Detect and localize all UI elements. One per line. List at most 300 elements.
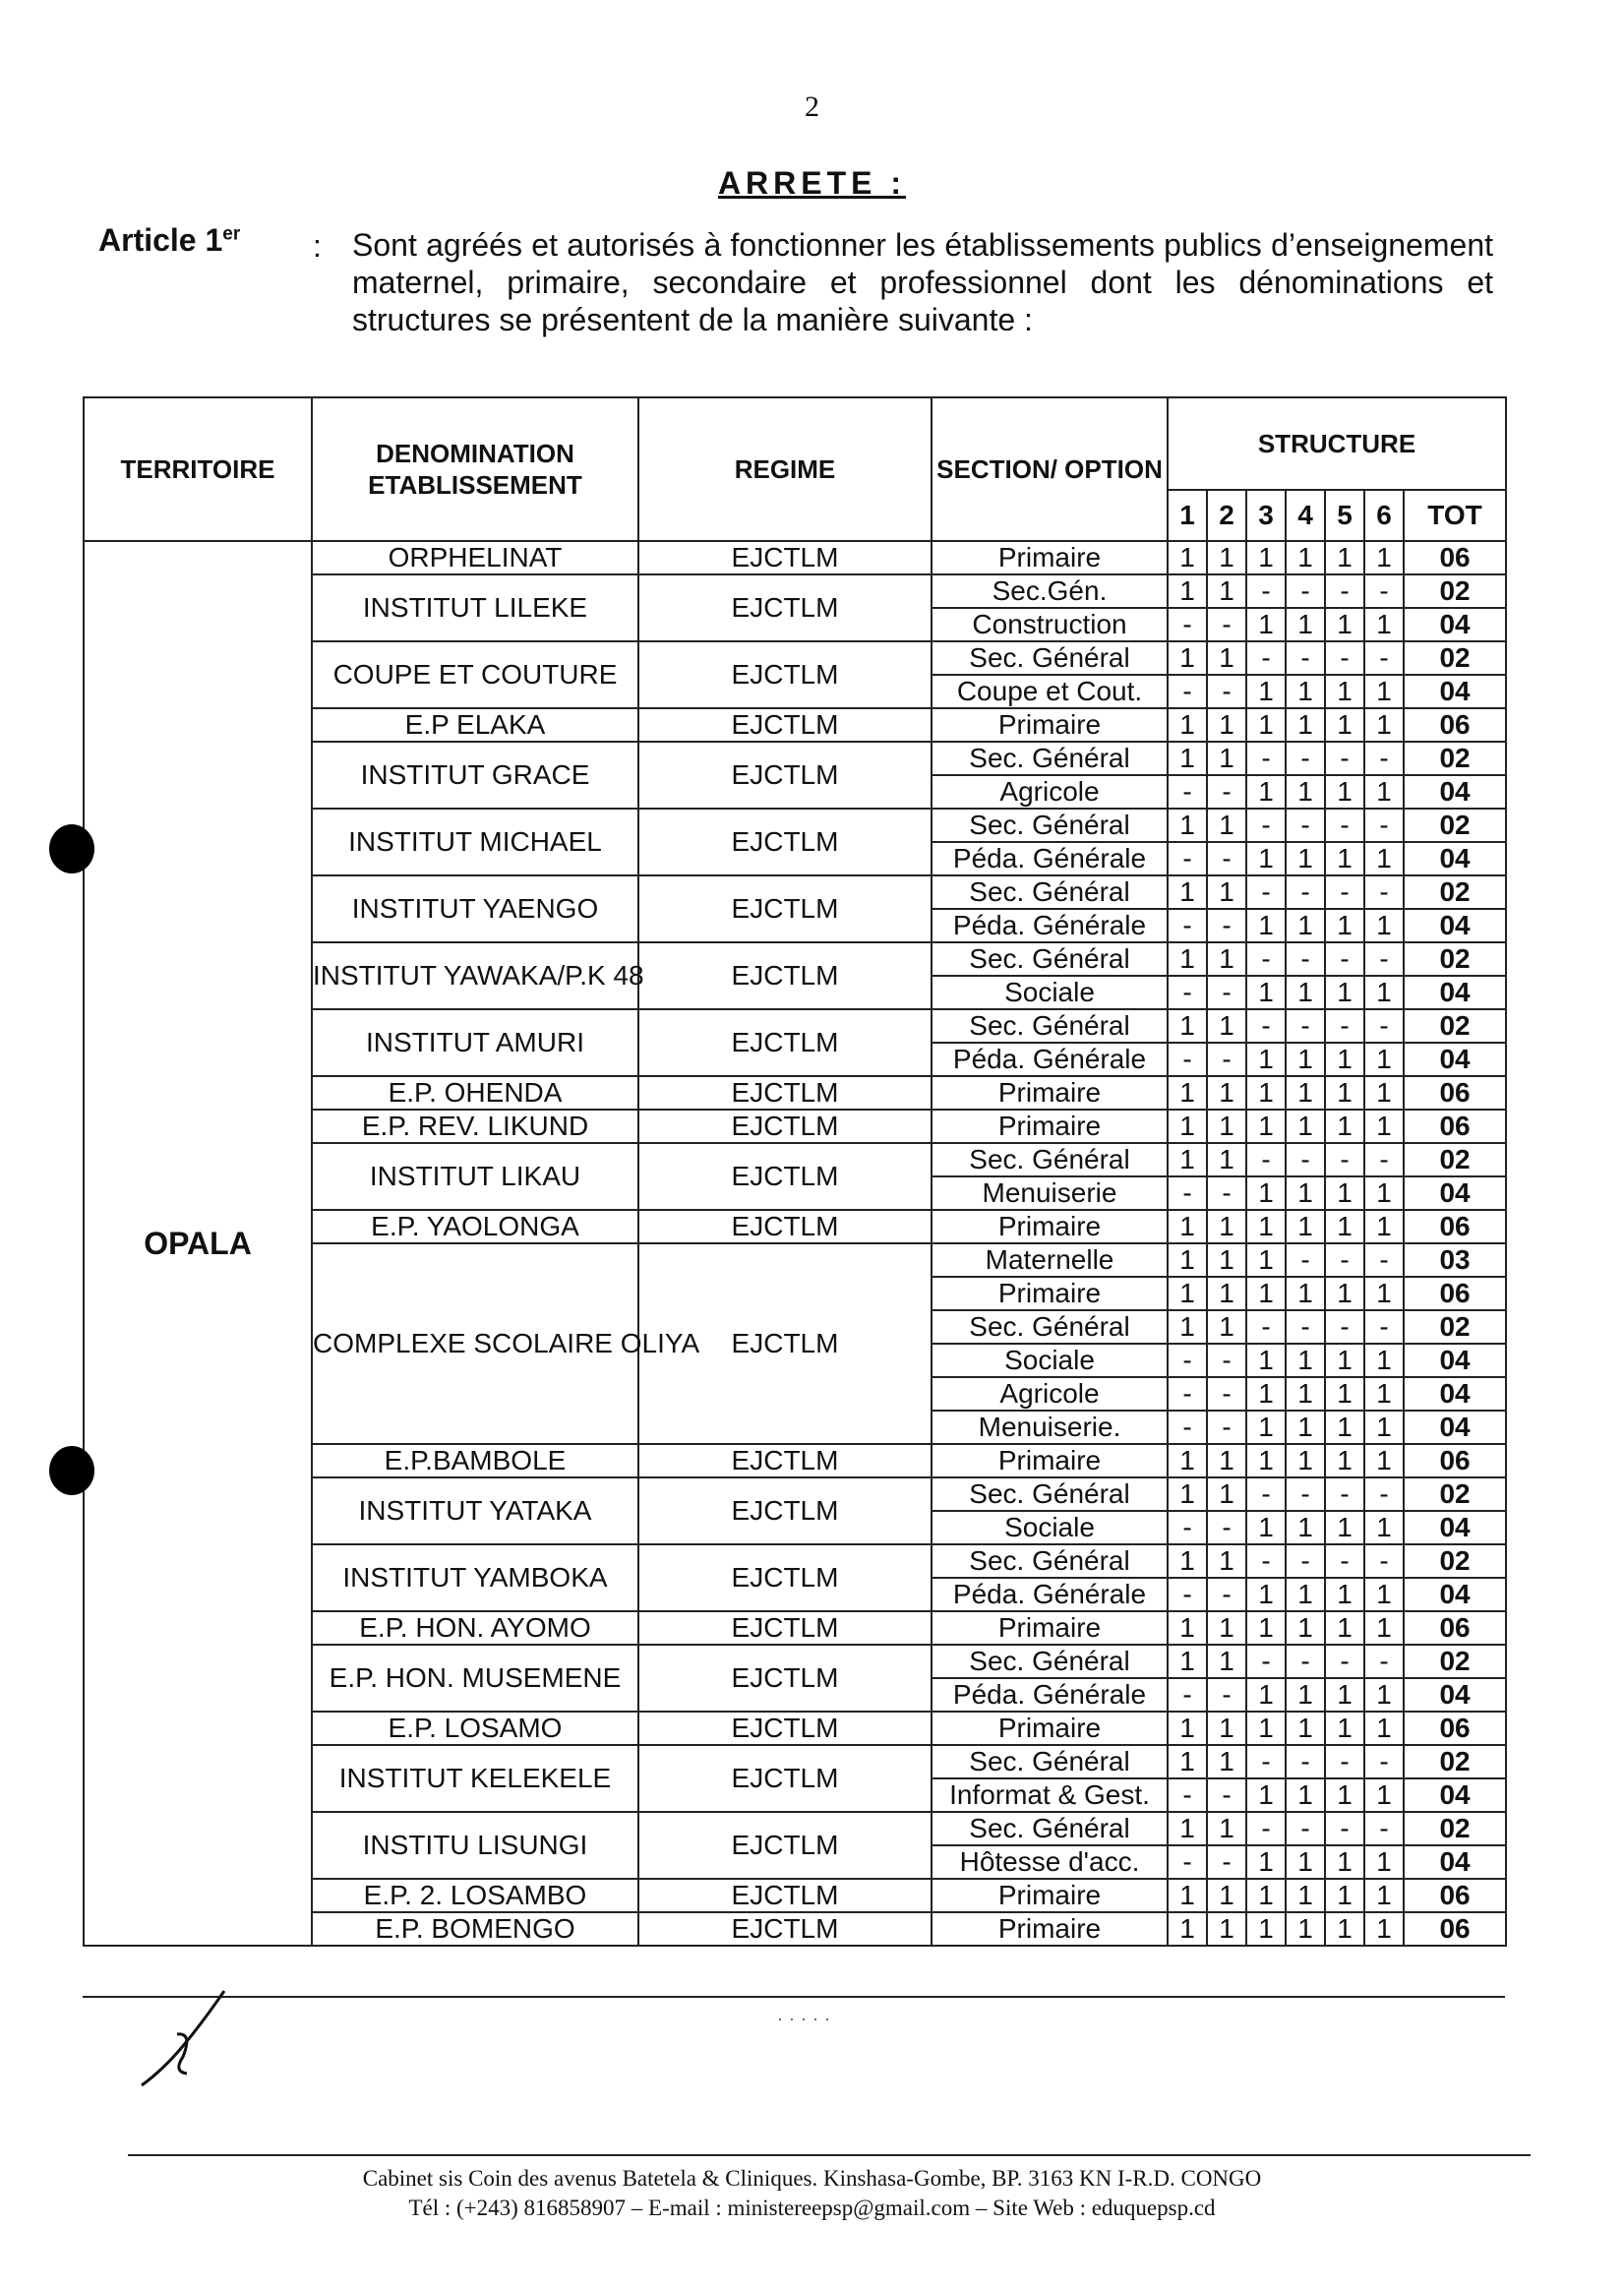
structure-year-1: 1 xyxy=(1168,1745,1207,1778)
structure-year-5: 1 xyxy=(1325,1778,1364,1812)
structure-year-1: - xyxy=(1168,909,1207,942)
school-regime: EJCTLM xyxy=(638,1210,932,1243)
structure-year-6: 1 xyxy=(1364,775,1404,809)
structure-year-2: - xyxy=(1207,608,1246,641)
school-name: INSTITUT YAENGO xyxy=(312,875,638,942)
structure-year-3: 1 xyxy=(1246,1611,1286,1645)
structure-year-3: 1 xyxy=(1246,675,1286,708)
structure-year-3: 1 xyxy=(1246,1678,1286,1712)
structure-year-3: 1 xyxy=(1246,1210,1286,1243)
structure-year-1: - xyxy=(1168,1578,1207,1611)
structure-year-2: - xyxy=(1207,1176,1246,1210)
structure-year-3: 1 xyxy=(1246,1243,1286,1277)
structure-year-4: 1 xyxy=(1286,1611,1325,1645)
school-regime: EJCTLM xyxy=(638,708,932,742)
structure-year-1: 1 xyxy=(1168,1879,1207,1912)
structure-total: 04 xyxy=(1404,1043,1506,1076)
school-regime: EJCTLM xyxy=(638,1544,932,1611)
structure-year-5: 1 xyxy=(1325,1411,1364,1444)
school-regime: EJCTLM xyxy=(638,1143,932,1210)
structure-total: 02 xyxy=(1404,1812,1506,1845)
structure-year-6: 1 xyxy=(1364,1043,1404,1076)
structure-year-5: 1 xyxy=(1325,1377,1364,1411)
structure-year-5: 1 xyxy=(1325,842,1364,875)
school-regime: EJCTLM xyxy=(638,809,932,875)
structure-year-5: 1 xyxy=(1325,976,1364,1009)
school-name: INSTITUT AMURI xyxy=(312,1009,638,1076)
structure-year-1: 1 xyxy=(1168,1076,1207,1110)
structure-year-1: 1 xyxy=(1168,1210,1207,1243)
structure-year-2: 1 xyxy=(1207,1243,1246,1277)
structure-year-3: 1 xyxy=(1246,1778,1286,1812)
school-name: INSTITUT MICHAEL xyxy=(312,809,638,875)
school-name: COMPLEXE SCOLAIRE OLIYA xyxy=(312,1243,638,1444)
school-name: INSTITUT GRACE xyxy=(312,742,638,809)
section-option: Sec. Général xyxy=(932,1143,1168,1176)
structure-year-4: 1 xyxy=(1286,1578,1325,1611)
school-name: E.P. REV. LIKUND xyxy=(312,1110,638,1143)
section-option: Primaire xyxy=(932,708,1168,742)
school-name: INSTITUT LIKAU xyxy=(312,1143,638,1210)
structure-year-4: 1 xyxy=(1286,1176,1325,1210)
structure-year-6: 1 xyxy=(1364,1879,1404,1912)
structure-year-5: - xyxy=(1325,1645,1364,1678)
structure-year-4: 1 xyxy=(1286,1778,1325,1812)
structure-year-4: 1 xyxy=(1286,1879,1325,1912)
structure-year-2: 1 xyxy=(1207,1277,1246,1310)
school-regime: EJCTLM xyxy=(638,1712,932,1745)
structure-year-6: - xyxy=(1364,641,1404,675)
school-regime: EJCTLM xyxy=(638,1076,932,1110)
structure-year-2: 1 xyxy=(1207,1912,1246,1946)
structure-total: 06 xyxy=(1404,541,1506,574)
header-denomination: DENOMINATION ETABLISSEMENT xyxy=(312,397,638,541)
structure-total: 04 xyxy=(1404,1511,1506,1544)
structure-year-1: 1 xyxy=(1168,708,1207,742)
structure-year-3: - xyxy=(1246,875,1286,909)
structure-total: 06 xyxy=(1404,1611,1506,1645)
section-option: Hôtesse d'acc. xyxy=(932,1845,1168,1879)
school-name: INSTITUT KELEKELE xyxy=(312,1745,638,1812)
structure-total: 02 xyxy=(1404,1544,1506,1578)
structure-year-6: 1 xyxy=(1364,541,1404,574)
structure-year-6: 1 xyxy=(1364,675,1404,708)
section-option: Sec. Général xyxy=(932,1745,1168,1778)
structure-total: 04 xyxy=(1404,976,1506,1009)
heading-arrete: ARRETE : xyxy=(717,165,907,201)
structure-total: 06 xyxy=(1404,1110,1506,1143)
structure-year-1: - xyxy=(1168,1678,1207,1712)
structure-year-1: 1 xyxy=(1168,1912,1207,1946)
school-regime: EJCTLM xyxy=(638,875,932,942)
structure-year-1: - xyxy=(1168,775,1207,809)
structure-year-2: 1 xyxy=(1207,1009,1246,1043)
header-year-5: 5 xyxy=(1325,490,1364,541)
structure-total: 06 xyxy=(1404,708,1506,742)
section-option: Agricole xyxy=(932,775,1168,809)
structure-year-2: - xyxy=(1207,1578,1246,1611)
structure-year-3: - xyxy=(1246,1143,1286,1176)
structure-year-5: 1 xyxy=(1325,1176,1364,1210)
header-year-6: 6 xyxy=(1364,490,1404,541)
article-text: Sont agréés et autorisés à fonctionner les établissements publics d’enseignement maternel, primaire, secondaire et professionnel dont les dénominations et structures se présentent de la manière suivante : xyxy=(352,227,1493,337)
structure-year-4: 1 xyxy=(1286,1277,1325,1310)
structure-year-3: - xyxy=(1246,742,1286,775)
section-option: Primaire xyxy=(932,1611,1168,1645)
establishments-table xyxy=(83,396,1507,1947)
structure-total: 02 xyxy=(1404,1645,1506,1678)
footer-contact: Tél : (+243) 816858907 – E-mail : ministereepsp@gmail.com – Site Web : eduquepsp.cd xyxy=(408,2196,1216,2220)
section-option: Primaire xyxy=(932,1076,1168,1110)
structure-year-6: 1 xyxy=(1364,1912,1404,1946)
structure-total: 02 xyxy=(1404,809,1506,842)
structure-year-2: 1 xyxy=(1207,809,1246,842)
section-option: Sec. Général xyxy=(932,742,1168,775)
structure-total: 04 xyxy=(1404,1377,1506,1411)
page-number: 2 xyxy=(805,90,819,123)
structure-year-1: - xyxy=(1168,842,1207,875)
structure-year-4: - xyxy=(1286,1544,1325,1578)
structure-year-1: 1 xyxy=(1168,1009,1207,1043)
structure-year-3: - xyxy=(1246,641,1286,675)
header-year-2: 2 xyxy=(1207,490,1246,541)
school-name: E.P.BAMBOLE xyxy=(312,1444,638,1477)
header-year-4: 4 xyxy=(1286,490,1325,541)
header-structure: STRUCTURE xyxy=(1168,397,1506,490)
header-year-3: 3 xyxy=(1246,490,1286,541)
structure-year-4: 1 xyxy=(1286,608,1325,641)
school-regime: EJCTLM xyxy=(638,1110,932,1143)
structure-total: 02 xyxy=(1404,1143,1506,1176)
structure-year-1: 1 xyxy=(1168,1277,1207,1310)
school-regime: EJCTLM xyxy=(638,1009,932,1076)
structure-total: 02 xyxy=(1404,1310,1506,1344)
structure-year-2: 1 xyxy=(1207,1645,1246,1678)
school-regime: EJCTLM xyxy=(638,1611,932,1645)
structure-total: 02 xyxy=(1404,742,1506,775)
structure-year-5: 1 xyxy=(1325,708,1364,742)
structure-total: 04 xyxy=(1404,675,1506,708)
structure-year-6: 1 xyxy=(1364,1778,1404,1812)
school-regime: EJCTLM xyxy=(638,742,932,809)
structure-year-3: 1 xyxy=(1246,1444,1286,1477)
structure-year-1: 1 xyxy=(1168,1477,1207,1511)
structure-year-2: - xyxy=(1207,976,1246,1009)
structure-year-5: 1 xyxy=(1325,1912,1364,1946)
structure-year-2: 1 xyxy=(1207,1879,1246,1912)
structure-year-4: - xyxy=(1286,1310,1325,1344)
structure-total: 04 xyxy=(1404,775,1506,809)
structure-year-1: 1 xyxy=(1168,809,1207,842)
section-option: Péda. Générale xyxy=(932,842,1168,875)
school-name: E.P ELAKA xyxy=(312,708,638,742)
table-row xyxy=(84,541,1506,574)
structure-year-4: 1 xyxy=(1286,1210,1325,1243)
structure-year-3: - xyxy=(1246,1645,1286,1678)
structure-year-4: - xyxy=(1286,809,1325,842)
structure-year-3: 1 xyxy=(1246,1845,1286,1879)
section-option: Sec. Général xyxy=(932,1645,1168,1678)
structure-year-5: 1 xyxy=(1325,608,1364,641)
structure-year-4: 1 xyxy=(1286,1411,1325,1444)
structure-year-4: - xyxy=(1286,942,1325,976)
structure-year-3: 1 xyxy=(1246,1578,1286,1611)
section-option: Primaire xyxy=(932,1210,1168,1243)
section-option: Péda. Générale xyxy=(932,1043,1168,1076)
structure-year-2: 1 xyxy=(1207,1477,1246,1511)
structure-year-3: - xyxy=(1246,1009,1286,1043)
structure-total: 06 xyxy=(1404,1444,1506,1477)
structure-total: 04 xyxy=(1404,1778,1506,1812)
structure-year-2: - xyxy=(1207,1511,1246,1544)
structure-year-6: - xyxy=(1364,1745,1404,1778)
article-label-text: Article 1 xyxy=(98,222,223,258)
structure-year-6: - xyxy=(1364,1310,1404,1344)
structure-year-6: - xyxy=(1364,875,1404,909)
structure-year-2: - xyxy=(1207,1845,1246,1879)
footer-address: Cabinet sis Coin des avenus Batetela & Cliniques. Kinshasa-Gombe, BP. 3163 KN I-R.D. CONGO xyxy=(362,2166,1262,2191)
table-body xyxy=(84,541,1506,1946)
structure-year-1: - xyxy=(1168,1377,1207,1411)
structure-total: 06 xyxy=(1404,1210,1506,1243)
structure-year-5: - xyxy=(1325,1143,1364,1176)
structure-year-2: 1 xyxy=(1207,1310,1246,1344)
structure-year-1: - xyxy=(1168,675,1207,708)
school-regime: EJCTLM xyxy=(638,1879,932,1912)
structure-year-4: 1 xyxy=(1286,1344,1325,1377)
section-option: Coupe et Cout. xyxy=(932,675,1168,708)
section-option: Construction xyxy=(932,608,1168,641)
structure-year-6: - xyxy=(1364,809,1404,842)
header-section: SECTION/ OPTION xyxy=(932,397,1168,541)
school-name: INSTITUT YAMBOKA xyxy=(312,1544,638,1611)
section-option: Agricole xyxy=(932,1377,1168,1411)
section-option: Sec. Général xyxy=(932,1009,1168,1043)
structure-year-2: - xyxy=(1207,1678,1246,1712)
structure-year-6: 1 xyxy=(1364,1176,1404,1210)
structure-year-1: 1 xyxy=(1168,1110,1207,1143)
structure-year-5: - xyxy=(1325,809,1364,842)
structure-year-1: 1 xyxy=(1168,574,1207,608)
school-name: E.P. 2. LOSAMBO xyxy=(312,1879,638,1912)
structure-total: 06 xyxy=(1404,1076,1506,1110)
structure-year-5: 1 xyxy=(1325,1578,1364,1611)
structure-year-5: - xyxy=(1325,574,1364,608)
structure-year-1: - xyxy=(1168,1845,1207,1879)
structure-year-4: 1 xyxy=(1286,1912,1325,1946)
structure-total: 02 xyxy=(1404,1009,1506,1043)
structure-total: 06 xyxy=(1404,1879,1506,1912)
structure-year-4: - xyxy=(1286,875,1325,909)
structure-year-1: 1 xyxy=(1168,1712,1207,1745)
structure-year-5: 1 xyxy=(1325,1076,1364,1110)
structure-year-1: - xyxy=(1168,1176,1207,1210)
structure-year-2: - xyxy=(1207,1043,1246,1076)
footer-rule xyxy=(128,2154,1531,2156)
structure-year-2: 1 xyxy=(1207,641,1246,675)
structure-year-3: - xyxy=(1246,1812,1286,1845)
structure-year-1: 1 xyxy=(1168,641,1207,675)
structure-year-3: 1 xyxy=(1246,1344,1286,1377)
structure-year-2: 1 xyxy=(1207,574,1246,608)
structure-year-6: - xyxy=(1364,1812,1404,1845)
structure-year-5: 1 xyxy=(1325,1511,1364,1544)
structure-year-2: 1 xyxy=(1207,708,1246,742)
section-option: Sec. Général xyxy=(932,809,1168,842)
structure-year-1: 1 xyxy=(1168,1812,1207,1845)
structure-year-5: 1 xyxy=(1325,1210,1364,1243)
structure-year-5: 1 xyxy=(1325,1277,1364,1310)
section-option: Maternelle xyxy=(932,1243,1168,1277)
structure-year-4: - xyxy=(1286,1009,1325,1043)
structure-year-4: 1 xyxy=(1286,1845,1325,1879)
school-regime: EJCTLM xyxy=(638,641,932,708)
school-name: ORPHELINAT xyxy=(312,541,638,574)
structure-year-2: - xyxy=(1207,1778,1246,1812)
structure-year-1: 1 xyxy=(1168,1645,1207,1678)
structure-year-4: 1 xyxy=(1286,976,1325,1009)
structure-year-4: 1 xyxy=(1286,1712,1325,1745)
structure-year-2: 1 xyxy=(1207,1444,1246,1477)
section-option: Primaire xyxy=(932,1444,1168,1477)
structure-year-3: 1 xyxy=(1246,1277,1286,1310)
section-option: Informat & Gest. xyxy=(932,1778,1168,1812)
structure-year-3: - xyxy=(1246,1310,1286,1344)
structure-year-2: - xyxy=(1207,1344,1246,1377)
section-option: Primaire xyxy=(932,541,1168,574)
structure-year-6: 1 xyxy=(1364,1611,1404,1645)
structure-total: 03 xyxy=(1404,1243,1506,1277)
structure-year-2: 1 xyxy=(1207,942,1246,976)
structure-total: 04 xyxy=(1404,1678,1506,1712)
structure-year-3: 1 xyxy=(1246,541,1286,574)
structure-year-6: - xyxy=(1364,942,1404,976)
structure-year-4: - xyxy=(1286,1243,1325,1277)
structure-year-6: 1 xyxy=(1364,1444,1404,1477)
structure-year-6: 1 xyxy=(1364,1110,1404,1143)
school-name: E.P. HON. AYOMO xyxy=(312,1611,638,1645)
structure-year-2: 1 xyxy=(1207,1143,1246,1176)
structure-year-5: - xyxy=(1325,1009,1364,1043)
structure-year-4: 1 xyxy=(1286,1043,1325,1076)
school-regime: EJCTLM xyxy=(638,1812,932,1879)
school-regime: EJCTLM xyxy=(638,1477,932,1544)
section-option: Sec. Général xyxy=(932,1812,1168,1845)
section-option: Menuiserie xyxy=(932,1176,1168,1210)
structure-year-6: 1 xyxy=(1364,1277,1404,1310)
structure-total: 02 xyxy=(1404,942,1506,976)
structure-year-6: 1 xyxy=(1364,976,1404,1009)
punch-hole-top xyxy=(49,824,94,873)
structure-year-6: 1 xyxy=(1364,1578,1404,1611)
structure-total: 04 xyxy=(1404,909,1506,942)
section-option: Sociale xyxy=(932,1511,1168,1544)
structure-year-6: - xyxy=(1364,1243,1404,1277)
structure-year-4: - xyxy=(1286,1143,1325,1176)
section-option: Sec. Général xyxy=(932,1310,1168,1344)
school-name: INSTITUT LILEKE xyxy=(312,574,638,641)
header-year-1: 1 xyxy=(1168,490,1207,541)
structure-total: 04 xyxy=(1404,1578,1506,1611)
structure-year-3: - xyxy=(1246,942,1286,976)
school-name: E.P. HON. MUSEMENE xyxy=(312,1645,638,1712)
structure-year-3: 1 xyxy=(1246,842,1286,875)
school-regime: EJCTLM xyxy=(638,942,932,1009)
structure-year-5: 1 xyxy=(1325,1444,1364,1477)
structure-year-2: - xyxy=(1207,1411,1246,1444)
signature-initials xyxy=(134,1983,242,2091)
structure-year-2: 1 xyxy=(1207,1076,1246,1110)
structure-year-5: 1 xyxy=(1325,1879,1364,1912)
structure-year-6: 1 xyxy=(1364,1712,1404,1745)
structure-total: 04 xyxy=(1404,1176,1506,1210)
structure-year-1: 1 xyxy=(1168,742,1207,775)
structure-year-5: - xyxy=(1325,1243,1364,1277)
structure-total: 04 xyxy=(1404,1344,1506,1377)
school-regime: EJCTLM xyxy=(638,1444,932,1477)
structure-year-4: - xyxy=(1286,641,1325,675)
structure-year-4: 1 xyxy=(1286,1511,1325,1544)
structure-year-4: 1 xyxy=(1286,909,1325,942)
school-name: E.P. YAOLONGA xyxy=(312,1210,638,1243)
school-name: COUPE ET COUTURE xyxy=(312,641,638,708)
structure-year-3: 1 xyxy=(1246,1511,1286,1544)
structure-year-6: 1 xyxy=(1364,1344,1404,1377)
section-option: Primaire xyxy=(932,1110,1168,1143)
punch-hole-bottom xyxy=(49,1446,94,1495)
structure-year-2: 1 xyxy=(1207,1812,1246,1845)
structure-year-5: 1 xyxy=(1325,1344,1364,1377)
section-option: Sociale xyxy=(932,976,1168,1009)
continuation-dots: ····· xyxy=(777,2009,836,2028)
structure-year-4: 1 xyxy=(1286,675,1325,708)
structure-year-1: - xyxy=(1168,1511,1207,1544)
structure-year-2: - xyxy=(1207,1377,1246,1411)
section-option: Sec.Gén. xyxy=(932,574,1168,608)
structure-year-2: 1 xyxy=(1207,742,1246,775)
structure-year-3: 1 xyxy=(1246,1076,1286,1110)
article-label xyxy=(98,222,240,259)
structure-year-5: - xyxy=(1325,875,1364,909)
structure-year-1: - xyxy=(1168,1344,1207,1377)
structure-year-6: - xyxy=(1364,742,1404,775)
structure-year-3: 1 xyxy=(1246,1912,1286,1946)
structure-year-2: 1 xyxy=(1207,1745,1246,1778)
section-option: Sec. Général xyxy=(932,641,1168,675)
structure-year-2: 1 xyxy=(1207,1544,1246,1578)
structure-year-2: - xyxy=(1207,909,1246,942)
section-option: Sociale xyxy=(932,1344,1168,1377)
structure-year-5: 1 xyxy=(1325,1110,1364,1143)
structure-year-4: 1 xyxy=(1286,1110,1325,1143)
section-option: Sec. Général xyxy=(932,942,1168,976)
structure-year-5: 1 xyxy=(1325,1043,1364,1076)
structure-year-3: 1 xyxy=(1246,909,1286,942)
structure-year-5: - xyxy=(1325,742,1364,775)
structure-year-4: 1 xyxy=(1286,775,1325,809)
school-name: INSTITU LISUNGI xyxy=(312,1812,638,1879)
structure-year-1: - xyxy=(1168,1043,1207,1076)
structure-year-3: 1 xyxy=(1246,775,1286,809)
school-name: INSTITUT YAWAKA/P.K 48 xyxy=(312,942,638,1009)
structure-year-2: - xyxy=(1207,775,1246,809)
structure-year-4: 1 xyxy=(1286,541,1325,574)
school-regime: EJCTLM xyxy=(638,1745,932,1812)
structure-year-3: 1 xyxy=(1246,1176,1286,1210)
footer xyxy=(0,2164,1624,2223)
structure-total: 02 xyxy=(1404,574,1506,608)
section-option: Primaire xyxy=(932,1879,1168,1912)
